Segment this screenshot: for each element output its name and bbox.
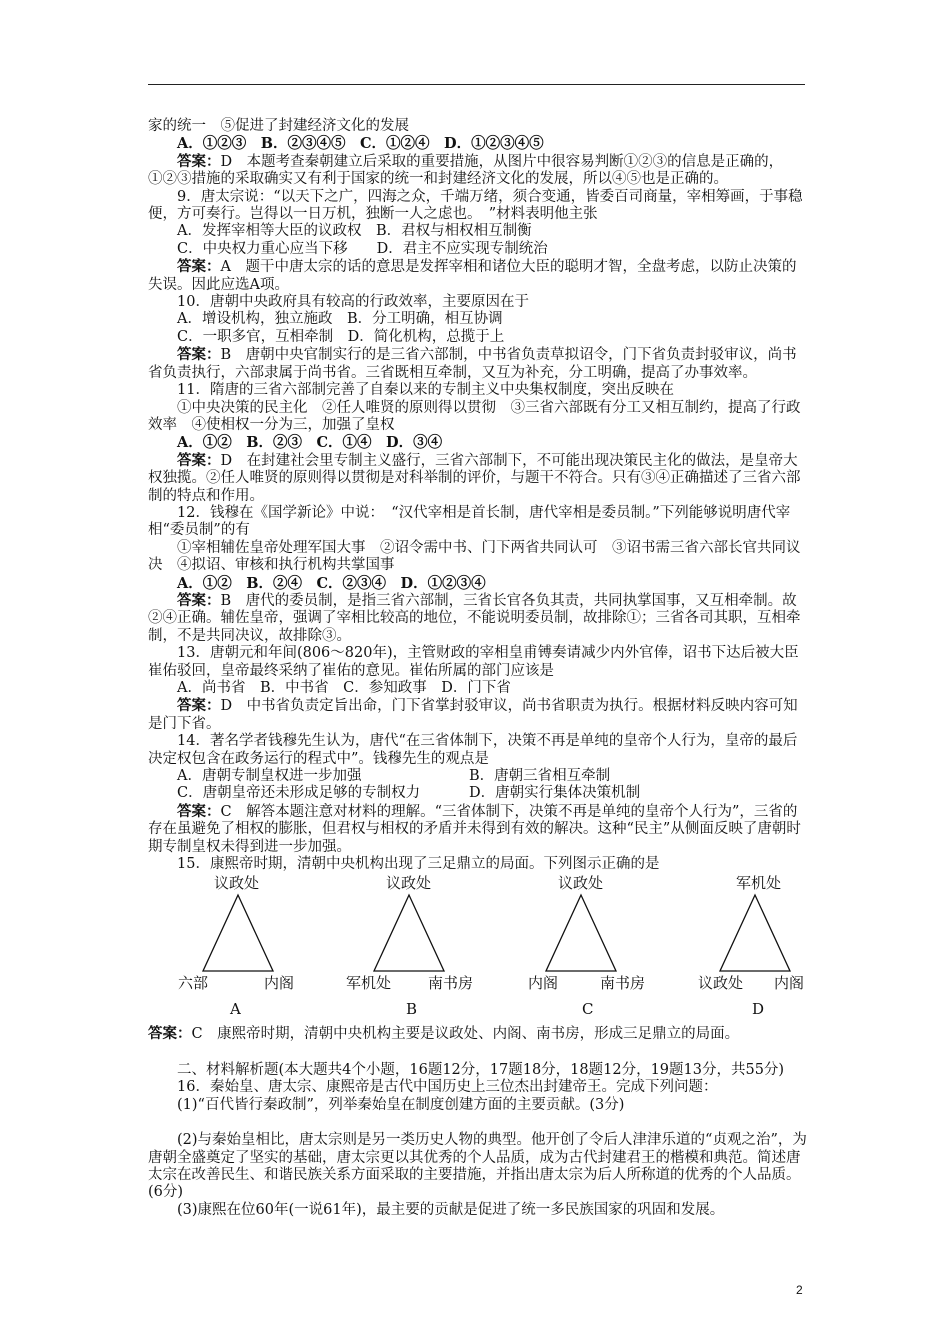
q15-answer xyxy=(148,1025,808,1043)
triangle-a xyxy=(203,895,273,971)
answer-text: B 唐朝中央官制实行的是三省六部制，中书省负责草拟诏令，门下省负责封驳审议，尚书省负责执行，六部隶属于尚书省。三省既相互牵制，又互为补充，分工明确，提高了办事效率。 xyxy=(148,347,797,381)
q9-options-cd: C．中央权力重心应当下移 D．君主不应实现专制统治 xyxy=(177,240,548,257)
q10-stem: 10．唐朝中央政府具有较高的行政效率，主要原因在于 xyxy=(177,294,529,311)
diagram-a-top-label: 议政处 xyxy=(214,874,260,893)
q14-option-b: B．唐朝三省相互牵制 xyxy=(469,768,611,785)
diagram-b-letter: B xyxy=(406,1000,418,1019)
q9-answer xyxy=(148,258,808,294)
q14-option-a: A．唐朝专制皇权进一步加强 xyxy=(177,768,362,785)
q15-diagrams xyxy=(148,875,808,1025)
q8-options: A．①②③ B．②③④⑤ C．①②④ D．①②③④⑤ xyxy=(177,135,544,153)
answer-label: 答案： xyxy=(177,152,221,170)
q15-triangles xyxy=(148,875,808,1025)
q12-items: ①宰相辅佐皇帝处理军国大事 ②诏令需中书、门下两省共同认可 ③诏书需三省六部长官共同议决 ④拟诏、审核和执行机构共掌国事 xyxy=(148,539,801,574)
q16-sub3: (3)康熙在位60年(一说61年)，最主要的贡献是促进了统一多民族国家的巩固和发展。 xyxy=(177,1201,725,1218)
answer-text: C 解答本题注意对材料的理解。“三省体制下，决策不再是单纯的皇帝个人行为”，三省的存在虽避免了相权的膨胀，但君权与相权的矛盾并未得到有效的解决。这种“民主”从侧面反映了唐朝时期专制皇权未得到进一步加强。 xyxy=(148,803,801,855)
header-rule xyxy=(148,84,805,85)
q10-options-cd: C．一职多官，互相牵制 D．简化机构，总揽于上 xyxy=(177,328,505,345)
q16-sub2: (2)与秦始皇相比，唐太宗则是另一类历史人物的典型。他开创了令后人津津乐道的“贞观之治”，为唐朝全盛奠定了坚实的基础，唐太宗更以其优秀的个人品质，成为古代封建君王的楷模和典范。简述唐太宗在改善民生、和谐民族关系方面采取的主要措施，并指出唐太宗为后人所称道的优秀的个人品质。(6分) xyxy=(148,1132,807,1201)
triangle-b xyxy=(374,895,444,971)
answer-label: 答案： xyxy=(177,346,221,364)
answer-text: A 题干中唐太宗的话的意思是发挥宰相和诸位大臣的聪明才智，全盘考虑，以防止决策的失误。因此应选A项。 xyxy=(148,259,797,293)
q9-options-ab: A．发挥宰相等大臣的议政权 B．君权与相权相互制衡 xyxy=(177,223,532,240)
q8-answer xyxy=(148,153,808,189)
diagram-c-right-label: 南书房 xyxy=(600,974,646,993)
diagram-d-letter: D xyxy=(752,1000,765,1019)
q14-options-cd xyxy=(148,785,808,802)
answer-label: 答案： xyxy=(148,1025,192,1043)
answer-label: 答案： xyxy=(177,802,221,820)
answer-text: C 康熙帝时期，清朝中央机构主要是议政处、内阁、南书房，形成三足鼎立的局面。 xyxy=(191,1026,740,1043)
q9-stem: 9．唐太宗说：“以天下之广，四海之众，千端万绪，须合变通，皆委百司商量，宰相筹画，于事稳便，方可奏行。岂得以一日万机，独断一人之虑也。 ”材料表明他主张 xyxy=(148,188,803,223)
diagram-d-top-label: 军机处 xyxy=(736,874,782,893)
q12-options: A．①② B．②④ C．②③④ D．①②③④ xyxy=(177,574,486,592)
answer-text: D 中书省负责定旨出命，门下省掌封驳审议，尚书省职责为执行。根据材料反映内容可知是门下省。 xyxy=(148,698,798,732)
q11-items: ①中央决策的民主化 ②任人唯贤的原则得以贯彻 ③三省六部既有分工又相互制约，提高了行政效率 ④使相权一分为三，加强了皇权 xyxy=(148,399,801,433)
q12-stem: 12．钱穆在《国学新论》中说： “汉代宰相是首长制，唐代宰相是委员制。”下列能够说明唐代宰相“委员制”的有 xyxy=(148,504,791,539)
q14-option-d: D．唐朝实行集体决策机制 xyxy=(469,785,641,802)
answer-label: 答案： xyxy=(177,697,221,715)
q11-stem: 11．隋唐的三省六部制完善了自秦以来的专制主义中央集权制度，突出反映在 xyxy=(177,382,674,399)
answer-text: B 唐代的委员制，是指三省六部制，三省长官各负其责，共同执掌国事，又互相牵制。故②④正确。辅佐皇帝，强调了宰相比较高的地位，不能说明委员制，故排除①；三省各司其职，互相牵制，不是共同决议，故排除③。 xyxy=(148,592,801,644)
diagram-c-left-label: 内阁 xyxy=(528,974,559,993)
q14-option-c: C．唐朝皇帝还未形成足够的专制权力 xyxy=(177,785,421,802)
answer-text: D 在封建社会里专制主义盛行，三省六部制下，不可能出现决策民主化的做法，是皇帝大权独揽。②任人唯贤的原则得以贯彻是对科举制的评价，与题干不符合。只有③④正确描述了三省六部制的特点和作用。 xyxy=(148,452,801,504)
diagram-c-letter: C xyxy=(582,1000,594,1019)
diagram-a-right-label: 内阁 xyxy=(264,974,295,993)
q13-options: A．尚书省 B．中书省 C．参知政事 D．门下省 xyxy=(177,680,511,696)
diagram-c-top-label: 议政处 xyxy=(558,874,604,893)
answer-label: 答案： xyxy=(177,451,221,469)
q13-answer xyxy=(148,697,808,733)
q14-options-ab xyxy=(148,768,808,785)
q8-continuation: 家的统一 ⑤促进了封建经济文化的发展 xyxy=(148,118,409,134)
part2-heading: 二、材料解析题(本大题共4个小题，16题12分，17题18分，18题12分，19题13分，共55分) xyxy=(177,1061,785,1078)
page-content xyxy=(148,118,808,1219)
diagram-a-left-label: 六部 xyxy=(178,974,209,993)
answer-text: D 本题考查秦朝建立后采取的重要措施，从图片中很容易判断①②③的信息是正确的，①②③措施的采取确实又有利于国家的统一和封建经济文化的发展，所以④⑤也是正确的。 xyxy=(148,153,784,188)
diagram-d-left-label: 议政处 xyxy=(698,974,744,993)
answer-label: 答案： xyxy=(177,591,221,609)
q10-answer xyxy=(148,346,808,382)
q13-stem: 13．唐朝元和年间(806～820年)，主管财政的宰相皇甫镈奏请减少内外官俸，诏书下达后被大臣崔佑驳回，皇帝最终采纳了崔佑的意见。崔佑所属的部门应该是 xyxy=(148,645,799,679)
q16-sub1: (1)“百代皆行秦政制”，列举秦始皇在制度创建方面的主要贡献。(3分) xyxy=(177,1096,625,1113)
q14-stem: 14．著名学者钱穆先生认为，唐代“在三省体制下，决策不再是单纯的皇帝个人行为，皇帝的最后决定权包含在政务运行的程式中”。钱穆先生的观点是 xyxy=(148,733,798,767)
section-gap xyxy=(148,1044,808,1062)
q16-stem: 16．秦始皇、唐太宗、康熙帝是古代中国历史上三位杰出封建帝王。完成下列问题： xyxy=(177,1079,718,1096)
page-number: 2 xyxy=(796,1283,803,1297)
q11-options: A．①② B．②③ C．①④ D．③④ xyxy=(177,434,443,452)
diagram-d-right-label: 内阁 xyxy=(774,974,805,993)
answer-label: 答案： xyxy=(177,258,221,276)
diagram-b-right-label: 南书房 xyxy=(428,974,474,993)
q12-answer xyxy=(148,592,808,645)
q15-stem: 15．康熙帝时期，清朝中央机构出现了三足鼎立的局面。下列图示正确的是 xyxy=(177,856,660,873)
diagram-b-top-label: 议政处 xyxy=(386,874,432,893)
q10-options-ab: A．增设机构，独立施政 B．分工明确，相互协调 xyxy=(177,311,503,328)
triangle-d xyxy=(720,895,790,971)
diagram-b-left-label: 军机处 xyxy=(346,974,392,993)
answer-space xyxy=(148,1114,808,1132)
q14-answer xyxy=(148,803,808,856)
diagram-a-letter: A xyxy=(230,1000,241,1019)
q11-answer xyxy=(148,452,808,505)
triangle-c xyxy=(546,895,616,971)
